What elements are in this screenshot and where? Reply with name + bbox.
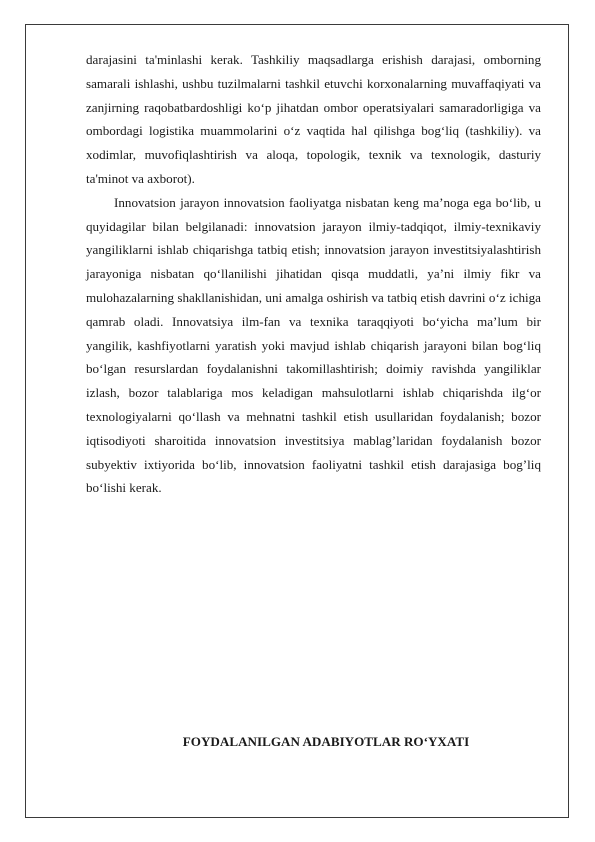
paragraph-2: Innovatsion jarayon innovatsion faoliyatga nisbatan keng ma’noga ega bo‘lib, u quyidagilar bilan belgilanadi: innovatsion jarayon ilmiy-tadqiqot, ilmiy-texnikaviy yangiliklarni ishlab chiqarishga tatbiq etish; innovatsion jarayon investitsiyalashtirish jarayoniga nisbatan qo‘llanilishi jihatidan qisqa muddatli, ya’ni ilmiy fikr va mulohazalarning shakllanishidan, uni amalga oshirish va tatbiq etish davrini o‘z ichiga qamrab oladi. Innovatsiya ilm-fan va texnika taraqqiyoti bo‘yicha ma’lum bir yangilik, kashfiyotlarni yaratish yoki mavjud ishlab chiqarish jarayoni bilan bog‘liq bo‘lgan resurslardan foydalanishni takomillashtirish; doimiy ravishda yangiliklar izlash, bozor talablariga mos keladigan mahsulotlarni ishlab chiqarishda ilg‘or texnologiyalarni qo‘llash va mehnatni tashkil etish usullaridan foydalanish; bozor iqtisodiyoti sharoitida innovatsion investitsiya mablag’laridan foydalanish bozor subyektiv ixtiyorida bo‘lib, innovatsion faoliyatni tashkil etish darajasiga bog’liq bo‘lishi kerak. [86,194,541,496]
paragraph-1: darajasini ta'minlashi kerak. Tashkiliy maqsadlarga erishish darajasi, omborning samarali ishlashi, ushbu tuzilmalarni tashkil etuvchi korxonalarning muvaffaqiyati va zanjirning raqobatbardoshligi ko‘p jihatdan ombor operatsiyalari samaradorligiga va ombordagi logistika muammolarini o‘z vaqtida hal qilishga bog‘liq (tashkiliy). va xodimlar, muvofiqlashtirish va aloqa, topologik, texnik va texnologik, dasturiy ta'minot va axborot). [86,52,541,186]
references-heading: FOYDALANILGAN ADABIYOTLAR RO‘YXATI [182,734,470,749]
document-body [86,48,541,500]
